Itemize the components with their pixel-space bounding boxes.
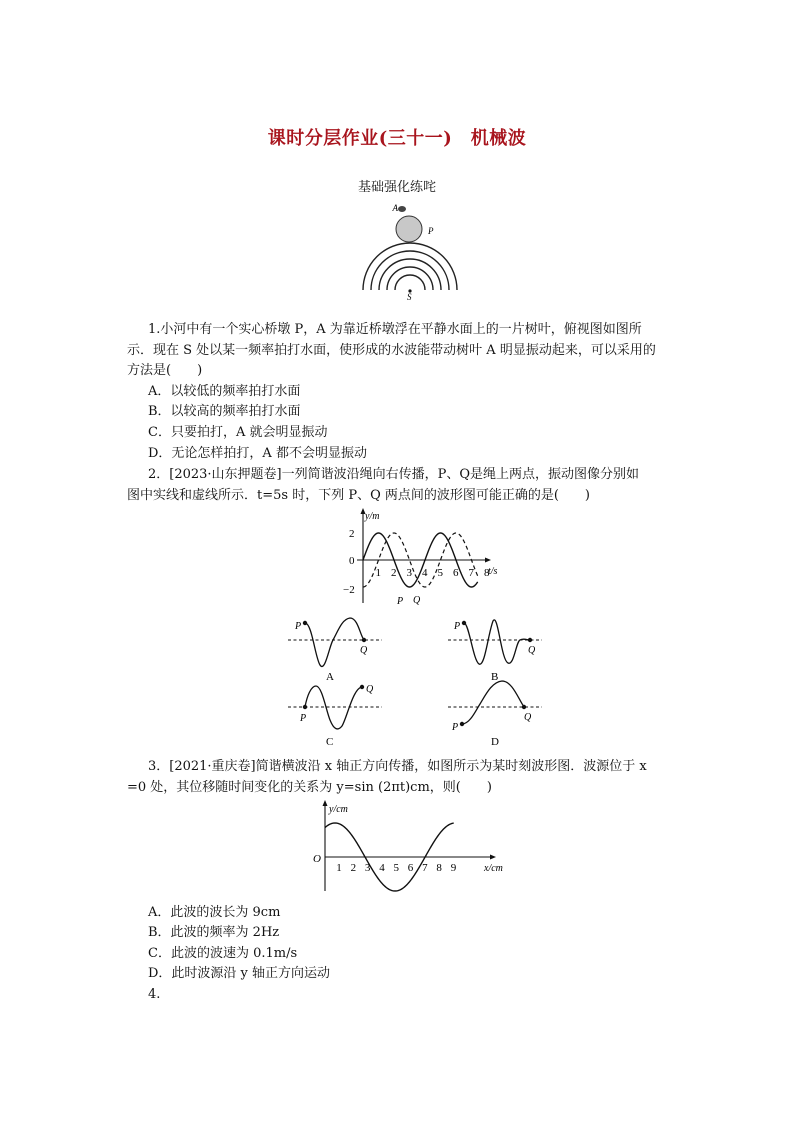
q2-curve-label-p: P (397, 596, 404, 607)
q2-line1: 2．[2023·山东押题卷]一列简谐波沿绳向右传播，P、Q是绳上两点，振动图像分别如 (148, 467, 640, 482)
q2-xtick: 2 (391, 567, 397, 579)
section-subtitle: 基础强化练咤 (357, 180, 436, 195)
choice-b-label: B (491, 671, 499, 683)
q1-option-b[interactable]: B．以较高的频率拍打水面 (148, 404, 301, 419)
choice-c-p: P (300, 713, 307, 724)
q2-choice-b[interactable] (446, 612, 546, 684)
q3-wave-graph (308, 797, 513, 895)
q3-xtick: 5 (393, 862, 399, 874)
q1-option-d[interactable]: D．无论怎样拍打，A 都不会明显振动 (148, 446, 367, 461)
q2-curve-label-q: Q (413, 595, 421, 606)
q2-choice-c[interactable] (286, 676, 386, 748)
q3-xtick: 1 (336, 862, 342, 874)
q3-option-c[interactable]: C．此波的波速为 0.1m/s (148, 946, 298, 961)
q2-choice-a[interactable] (286, 612, 386, 684)
q2-line2: 图中实线和虚线所示．t=5s 时，下列 P、Q 两点间的波形图可能正确的是( ) (127, 488, 591, 503)
choice-c-q: Q (366, 684, 374, 695)
q3-xtick: 8 (436, 862, 442, 874)
q2-xtick: 7 (468, 567, 474, 579)
q2-ytick-0: 0 (349, 555, 355, 567)
leaf-a (398, 206, 406, 212)
q2-xtick: 6 (453, 567, 459, 579)
q2-xtick: 8 (484, 567, 490, 579)
choice-b-q: Q (528, 645, 536, 656)
choice-a-q: Q (360, 645, 368, 656)
q3-xtick: 6 (407, 862, 414, 874)
q3-xtick: 4 (379, 862, 385, 874)
choice-d-label: D (491, 736, 499, 748)
label-a: A (392, 203, 398, 213)
q3-option-b[interactable]: B．此波的频率为 2Hz (148, 925, 280, 940)
q2-choice-d[interactable] (446, 676, 546, 748)
q2-xtick: 4 (422, 567, 428, 579)
q1-line3: 方法是( ) (127, 363, 203, 378)
choice-b-p: P (454, 621, 461, 632)
page-title: 课时分层作业(三十一) 机械波 (267, 128, 527, 149)
q2-xtick: 3 (406, 567, 412, 579)
q2-ytick-neg2: −2 (343, 584, 355, 596)
pier-p (396, 216, 422, 242)
q3-origin: O (313, 853, 321, 865)
q3-xtick: 9 (450, 862, 457, 874)
q1-option-c[interactable]: C．只要拍打，A 就会明显振动 (148, 425, 328, 440)
choice-d-p: P (452, 722, 459, 733)
choice-a-p: P (295, 621, 302, 632)
choice-a-label: A (326, 671, 334, 683)
q2-ytick-2: 2 (349, 528, 355, 540)
q3-option-d[interactable]: D．此时波源沿 y 轴正方向运动 (148, 966, 331, 981)
q1-line1: 1.小河中有一个实心桥墩 P，A 为靠近桥墩浮在平静水面上的一片树叶，俯视图如图所 (148, 322, 642, 337)
q2-xtick: 5 (437, 567, 443, 579)
q3-line1: 3．[2021·重庆卷]简谐横波沿 x 轴正方向传播，如图所示为某时刻波形图．波源位于 x (148, 759, 647, 774)
q2-xlabel: t/s (488, 566, 498, 577)
q1-figure (355, 200, 465, 304)
label-p: P (428, 226, 434, 236)
q2-xtick: 1 (375, 567, 381, 579)
q3-xlabel: x/cm (484, 863, 503, 874)
q1-line2: 示．现在 S 处以某一频率拍打水面，使形成的水波能带动树叶 A 明显振动起来，可以采用的 (127, 343, 656, 358)
q3-xtick: 3 (364, 862, 371, 874)
water-ripples (363, 243, 457, 290)
q3-xtick: 7 (422, 862, 428, 874)
q3-xtick: 2 (350, 862, 357, 874)
q4-number: 4. (148, 987, 161, 1002)
q2-ylabel: y/m (365, 511, 380, 522)
choice-c-label: C (326, 736, 334, 748)
choice-d-q: Q (524, 712, 532, 723)
label-s: S (407, 292, 412, 302)
q3-option-a[interactable]: A．此波的波长为 9cm (148, 905, 281, 920)
q2-vibration-graph (335, 505, 510, 608)
q3-line2: =0 处，其位移随时间变化的关系为 y=sin (2πt)cm，则( ) (127, 780, 492, 795)
q3-ylabel: y/cm (329, 804, 348, 815)
q1-option-a[interactable]: A．以较低的频率拍打水面 (148, 384, 301, 399)
